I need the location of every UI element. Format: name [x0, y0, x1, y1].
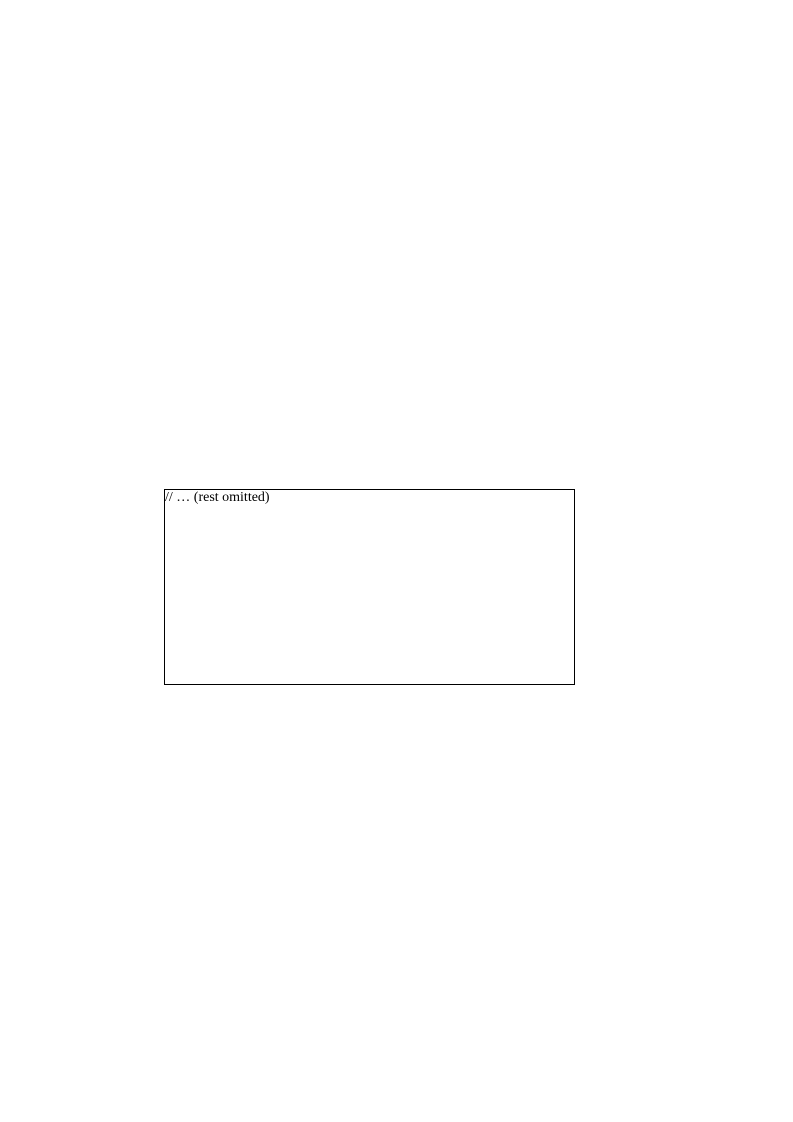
options-box: // … (rest omitted)	[164, 489, 575, 685]
